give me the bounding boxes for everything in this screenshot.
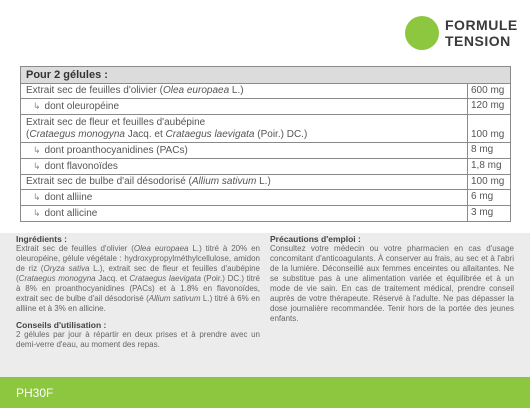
row-value: 100 mg [471,176,505,187]
green-dot-icon [405,16,439,50]
usage-title: Conseils d'utilisation : [16,320,107,330]
row-name: ↳ dont oleuropéine [21,99,468,114]
row-value: 1,8 mg [471,160,502,171]
table-row [21,159,510,175]
precautions-title: Précautions d'emploi : [270,234,361,244]
formula-badge [405,16,518,50]
sub-arrow-icon: ↳ [33,145,41,155]
badge-line2: TENSION [445,33,511,49]
row-name: Extrait sec de fleur et feuilles d'aubépine (Crataegus monogyna Jacq. et Crataegus laevigata (Poir.) DC.) [21,115,468,142]
table-header: Pour 2 gélules : [21,67,510,84]
row-name: ↳ dont proanthocyanidines (PACs) [21,143,468,158]
row-value: 6 mg [471,191,494,202]
badge-text [445,17,518,49]
right-column [270,234,514,330]
product-code: PH30F [16,386,54,400]
sub-arrow-icon: ↳ [33,192,41,202]
row-value: 8 mg [471,144,494,155]
table-row [21,84,510,99]
left-column [16,234,260,356]
row-name: ↳ dont flavonoïdes [21,159,468,174]
composition-table [20,66,511,222]
table-row [21,99,510,115]
row-value: 120 mg [471,100,505,111]
row-value: 3 mg [471,207,494,218]
row-name: ↳ dont allicine [21,206,468,221]
table-row [21,190,510,206]
info-panel [0,233,530,377]
ingredients-title: Ingrédients : [16,234,68,244]
precautions-text: Consultez votre médecin ou votre pharmacien en cas d'usage concomitant d'anticoagulants. À conserver au frais, au sec et à l'abri de la lumière. Déconseillé aux femmes enceintes ou allaitantes. Ne se substitue pas à une alimentation variée et équilibrée et à un mode de vie sain. En cas de traitement médical, prendre conseil auprès de votre thérapeute. Réservé à l'adulte. Ne pas dépasser la dose journalière recommandée. Tenir hors de la portée des jeunes enfants. [270,244,514,323]
row-name: ↳ dont alliine [21,190,468,205]
ingredients-text: Extrait sec de feuilles d'olivier (Olea europaea L.) titré à 20% en oleuropéine, gélule végétale : hydroxypropylméthylcellulose, amidon de riz (Oryza sativa L.), extrait sec de fleur et feuilles d'aubépine (Crataegus monogyna Jacq. et Crataegus laevigata (Poir.) DC.) titré à 8% en proanthocyanidines (PACs) et à 1.8% en flavonoïdes, extrait sec de bulbe d'ail désodorisé (Allium sativum L.) titré à 6% en alliine et à 3% en allicine. [16,244,261,313]
sub-arrow-icon: ↳ [33,208,41,218]
usage-text: 2 gélules par jour à répartir en deux prises et à prendre avec un demi-verre d'eau, au moment des repas. [16,330,260,349]
sub-arrow-icon: ↳ [33,161,41,171]
row-value: 600 mg [471,85,505,96]
table-row [21,115,510,143]
footer-bar [0,377,530,408]
badge-line1: FORMULE [445,17,518,33]
sub-arrow-icon: ↳ [33,101,41,111]
row-name: Extrait sec de bulbe d'ail désodorisé (Allium sativum L.) [21,175,468,189]
table-row [21,143,510,159]
table-row [21,175,510,190]
row-value: 100 mg [471,129,505,140]
table-row [21,206,510,221]
row-name: Extrait sec de feuilles d'olivier (Olea europaea L.) [21,84,468,98]
